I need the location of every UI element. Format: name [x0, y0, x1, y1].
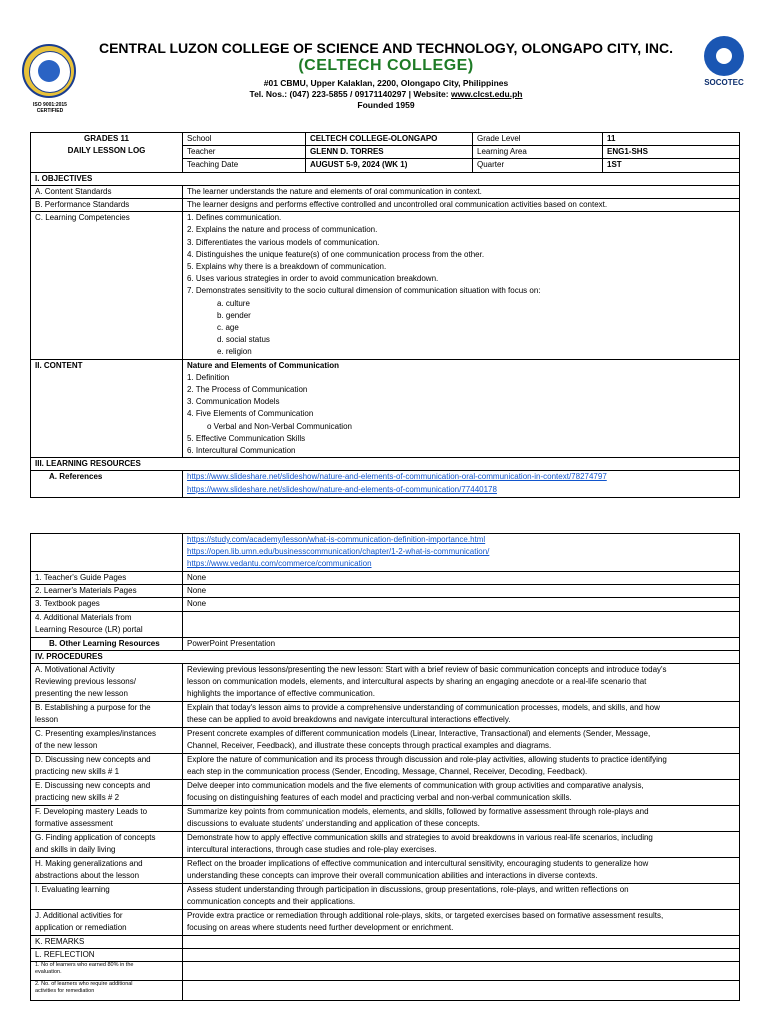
focus-item: e. religion [217, 347, 252, 357]
procedure-label: F. Developing mastery Leads to formative assessment [31, 806, 183, 832]
lr-portal-label: 4. Additional Materials from Learning Resource (LR) portal [31, 611, 183, 637]
reflection-item: 1. No of learners who earned 80% in the evaluation. [31, 962, 183, 981]
procedure-text: Demonstrate how to apply effective communication skills and strategies to avoid breakdowns in various real-life scenarios, including intercultural interactions, through case studies and role-play exercises. [183, 832, 740, 858]
lesson-log-table-2 [30, 533, 740, 1001]
learners-materials-value: None [183, 585, 740, 598]
content-item: 1. Definition [187, 372, 230, 382]
focus-item: c. age [217, 323, 239, 333]
textbook-pages-value: None [183, 598, 740, 611]
teacher-value: GLENN D. TORRES [306, 146, 473, 159]
learning-area-value: ENG1-SHS [603, 146, 740, 159]
other-resources-label: B. Other Learning Resources [31, 637, 183, 650]
teachers-guide-label: 1. Teacher's Guide Pages [31, 572, 183, 585]
procedure-label: G. Finding application of concepts and skills in daily living [31, 832, 183, 858]
content-standards-label: A. Content Standards [31, 185, 183, 198]
teaching-date-label: Teaching Date [183, 159, 306, 172]
procedure-text: Explore the nature of communication and its process through discussion and role-play activities, allowing students to practice identifying each step in the communication process (Sender, Encoding, Message, Channel, Receiver, Decoding, Feedback). [183, 754, 740, 780]
focus-item: d. social status [217, 335, 270, 345]
competency-item: 4. Distinguishes the unique feature(s) of one communication process from the other. [187, 249, 485, 259]
quarter-label: Quarter [473, 159, 603, 172]
grade-level-label: Grade Level [473, 133, 603, 146]
procedure-text: Provide extra practice or remediation through additional role-plays, skits, or targeted exercises based on formative assessment results, focusing on areas where students need further development or enrichment. [183, 910, 740, 936]
remarks-label: K. REMARKS [31, 936, 183, 949]
reference-link[interactable]: https://open.lib.umn.edu/businesscommunication/chapter/1-2-what-is-communication/ [187, 547, 490, 557]
learning-area-label: Learning Area [473, 146, 603, 159]
lr-portal-value [183, 611, 740, 637]
school-value: CELTECH COLLEGE-OLONGAPO [306, 133, 473, 146]
content-title: Nature and Elements of Communication [187, 360, 340, 370]
school-short-name: (CELTECH COLLEGE) [298, 57, 474, 74]
procedure-label: H. Making generalizations and abstractions about the lesson [31, 858, 183, 884]
school-name: CENTRAL LUZON COLLEGE OF SCIENCE AND TECHNOLOGY, OLONGAPO CITY, INC. [98, 40, 674, 56]
competency-item: 5. Explains why there is a breakdown of communication. [187, 262, 387, 272]
reflection-item-value [183, 962, 740, 981]
reflection-item: 2. No. of learners who require additional activities for remediation [31, 981, 183, 1001]
competency-item: 3. Differentiates the various models of communication. [187, 237, 380, 247]
teachers-guide-value: None [183, 572, 740, 585]
textbook-pages-label: 3. Textbook pages [31, 598, 183, 611]
content-list [183, 359, 740, 458]
socotec-icon [704, 36, 744, 76]
remarks-value [183, 936, 740, 949]
more-reference-links [183, 534, 740, 572]
procedure-text: Explain that today's lesson aims to provide a comprehensive understanding of communication processes, models, and skills, and how these can be applied to avoid breakdowns and navigate intercultural interactions effectively. [183, 702, 740, 728]
procedure-text: Assess student understanding through participation in discussions, group presentations, role-plays, and written reflections on communication concepts and their applications. [183, 884, 740, 910]
teacher-label: Teacher [183, 146, 306, 159]
references-label: A. References [31, 471, 183, 498]
teaching-date-value: AUGUST 5-9, 2024 (WK 1) [306, 159, 473, 172]
procedure-label: C. Presenting examples/instances of the new lesson [31, 728, 183, 754]
lesson-log-table-1 [30, 132, 740, 498]
school-contact: Tel. Nos.: (047) 223-5855 / 09171140297 | Website: www.clcst.edu.ph [249, 89, 523, 99]
school-address: #01 CBMU, Upper Kalaklan, 2200, Olongapo City, Philippines [263, 78, 509, 88]
reflection-label: L. REFLECTION [31, 949, 183, 962]
learning-competencies-label: C. Learning Competencies [31, 212, 183, 359]
procedure-text: Present concrete examples of different communication models (Linear, Interactive, Transactional) and elements (Sender, Message, Channel, Receiver, Feedback), and illustrate these concepts through practical examples and diagrams. [183, 728, 740, 754]
reflection-value [183, 949, 740, 962]
competency-item: 6. Uses various strategies in order to avoid communication breakdown. [187, 274, 439, 284]
competency-item: 2. Explains the nature and process of communication. [187, 225, 378, 235]
school-label: School [183, 133, 306, 146]
college-seal-icon [22, 44, 76, 98]
reference-link[interactable]: https://www.slideshare.net/slideshow/nature-and-elements-of-communication-oral-communication-in-context/78274797 [187, 472, 607, 482]
log-title: GRADES 11 DAILY LESSON LOG [31, 133, 183, 173]
content-item: 2. The Process of Communication [187, 385, 308, 395]
content-item: 3. Communication Models [187, 397, 280, 407]
content-standards-text: The learner understands the nature and elements of oral communication in context. [183, 185, 740, 198]
procedure-text: Summarize key points from communication models, elements, and skills, followed by formative assessment through role-plays and discussions to evaluate students' understanding and application of these concepts. [183, 806, 740, 832]
procedure-label: E. Discussing new concepts and practicing new skills # 2 [31, 780, 183, 806]
founded-year: Founded 1959 [357, 100, 415, 110]
other-resources-value: PowerPoint Presentation [183, 637, 740, 650]
procedure-label: D. Discussing new concepts and practicing new skills # 1 [31, 754, 183, 780]
competency-item: 7. Demonstrates sensitivity to the socio cultural dimension of communication situation with focus on: [187, 286, 541, 296]
performance-standards-text: The learner designs and performs effective controlled and uncontrolled oral communication activities based on context. [183, 199, 740, 212]
competency-item: 1. Defines communication. [187, 213, 282, 223]
focus-item: b. gender [217, 310, 251, 320]
procedure-label: I. Evaluating learning [31, 884, 183, 910]
procedure-label: A. Motivational Activity Reviewing previous lessons/ presenting the new lesson [31, 664, 183, 702]
learning-competencies-list [183, 212, 740, 359]
procedures-heading: IV. PROCEDURES [31, 650, 740, 663]
focus-item: a. culture [217, 298, 250, 308]
procedure-text: Delve deeper into communication models and the five elements of communication with group activities and comparative analysis, focusing on distinguishing features of each model and practicing verbal and non-verbal communication skills. [183, 780, 740, 806]
procedure-label: B. Establishing a purpose for the lesson [31, 702, 183, 728]
reference-link[interactable]: https://study.com/academy/lesson/what-is-communication-definition-importance.html [187, 535, 486, 544]
quarter-value: 1ST [603, 159, 740, 172]
content-item: 6. Intercultural Communication [187, 446, 296, 456]
certification-logo: SOCOTEC [692, 30, 756, 94]
references-links [183, 471, 740, 498]
content-heading: II. CONTENT [31, 359, 183, 458]
reflection-item-value [183, 981, 740, 1001]
performance-standards-label: B. Performance Standards [31, 199, 183, 212]
reference-link[interactable]: https://www.vedantu.com/commerce/communication [187, 559, 372, 569]
content-subitem: o Verbal and Non-Verbal Communication [207, 421, 352, 431]
website-link[interactable]: www.clcst.edu.ph [450, 89, 523, 99]
procedure-label: J. Additional activities for application or remediation [31, 910, 183, 936]
procedure-text: Reviewing previous lessons/presenting the new lesson: Start with a brief review of basic communication concepts and introduce today's lesson on communication models, elements, and intercultural aspects by sharing an engaging anecdote or a real-life scenario that highlights the importance of effective communication. [183, 664, 740, 702]
document-header [0, 0, 768, 122]
grade-level-value: 11 [603, 133, 740, 146]
objectives-heading: I. OBJECTIVES [31, 172, 740, 185]
content-item: 4. Five Elements of Communication [187, 409, 314, 419]
learners-materials-label: 2. Learner's Materials Pages [31, 585, 183, 598]
iso-certification: ISO 9001:2015 CERTIFIED [33, 102, 67, 114]
content-item: 5. Effective Communication Skills [187, 433, 306, 443]
procedure-text: Reflect on the broader implications of effective communication and intercultural sensitivity, encouraging students to generalize how understanding these concepts can improve their overall communication abilities and interactions in diverse contexts. [183, 858, 740, 884]
reference-link[interactable]: https://www.slideshare.net/slideshow/nature-and-elements-of-communication/77440178 [187, 484, 497, 494]
learning-resources-heading: III. LEARNING RESOURCES [31, 458, 740, 471]
empty-cell [31, 534, 183, 572]
